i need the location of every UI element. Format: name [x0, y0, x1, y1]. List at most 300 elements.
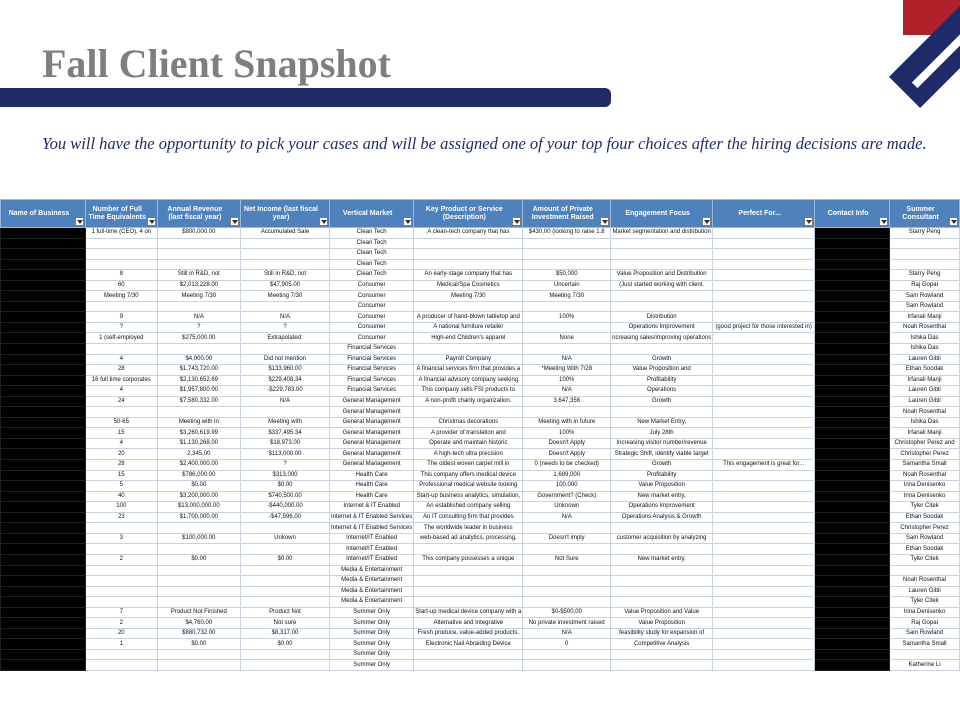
cell-investment[interactable]: Meeting with in future [523, 417, 611, 428]
cell-investment[interactable]: Uncertain [523, 280, 611, 291]
cell-focus[interactable]: Distribution [611, 312, 713, 323]
cell-investment[interactable]: Not Sure [523, 554, 611, 565]
cell-focus[interactable] [611, 597, 713, 608]
cell-contact[interactable] [815, 491, 890, 502]
cell-consultant[interactable]: Lauren Gibli [890, 396, 960, 407]
cell-net-income[interactable]: -$229,783.00 [241, 386, 330, 397]
cell-perfect-for[interactable] [713, 333, 815, 344]
cell-fte[interactable]: 15 [85, 428, 157, 439]
cell-perfect-for[interactable] [713, 533, 815, 544]
cell-revenue[interactable]: $4,760.00 [157, 618, 240, 629]
cell-perfect-for[interactable] [713, 597, 815, 608]
cell-net-income[interactable] [241, 344, 330, 355]
cell-focus[interactable]: Operations Improvement [611, 502, 713, 513]
cell-product[interactable]: Medical/Spa Cosmetics [414, 280, 523, 291]
header-private-investment[interactable]: Amount of Private Investment Raised [523, 200, 611, 228]
cell-focus[interactable]: Growth [611, 460, 713, 471]
cell-consultant[interactable]: Irfanali Manji [890, 428, 960, 439]
cell-fte[interactable]: 2 [85, 618, 157, 629]
cell-investment[interactable]: No private investment raised [523, 618, 611, 629]
cell-consultant[interactable]: Noah Rosenthal [890, 576, 960, 587]
cell-fte[interactable] [85, 660, 157, 671]
cell-perfect-for[interactable] [713, 649, 815, 660]
header-net-income[interactable]: Net Income (last fiscal year) [241, 200, 330, 228]
cell-revenue[interactable] [157, 259, 240, 270]
cell-revenue[interactable]: $4,000.00 [157, 354, 240, 365]
cell-revenue[interactable]: $800,000.00 [157, 228, 240, 239]
cell-investment[interactable]: *Meeting With 7/28 [523, 365, 611, 376]
cell-investment[interactable] [523, 322, 611, 333]
cell-revenue[interactable]: $2,130,652.69 [157, 375, 240, 386]
cell-revenue[interactable] [157, 597, 240, 608]
cell-perfect-for[interactable] [713, 523, 815, 534]
cell-name[interactable] [1, 417, 86, 428]
cell-product[interactable]: An IT consulting firm that provides [414, 512, 523, 523]
cell-vertical[interactable]: Summer Only [330, 628, 414, 639]
cell-focus[interactable] [611, 649, 713, 660]
cell-name[interactable] [1, 565, 86, 576]
cell-product[interactable]: A non-profit charity organization. [414, 396, 523, 407]
cell-product[interactable]: A national furniture retailer [414, 322, 523, 333]
cell-vertical[interactable]: Internet & IT Enabled [330, 502, 414, 513]
cell-perfect-for[interactable] [713, 375, 815, 386]
cell-focus[interactable]: New market entry, [611, 554, 713, 565]
cell-focus[interactable] [611, 301, 713, 312]
cell-contact[interactable] [815, 417, 890, 428]
cell-vertical[interactable]: Summer Only [330, 649, 414, 660]
cell-fte[interactable] [85, 576, 157, 587]
cell-perfect-for[interactable] [713, 512, 815, 523]
cell-net-income[interactable]: N/A [241, 396, 330, 407]
cell-focus[interactable]: (Just started working with client. [611, 280, 713, 291]
header-contact-info[interactable]: Contact Info [815, 200, 890, 228]
cell-vertical[interactable]: Financial Services [330, 344, 414, 355]
cell-contact[interactable] [815, 270, 890, 281]
cell-focus[interactable]: Value Proposition and Value [611, 607, 713, 618]
cell-perfect-for[interactable] [713, 417, 815, 428]
cell-revenue[interactable]: Product Not Finished [157, 607, 240, 618]
cell-net-income[interactable]: ? [241, 322, 330, 333]
cell-revenue[interactable] [157, 523, 240, 534]
cell-vertical[interactable]: General Management [330, 417, 414, 428]
cell-product[interactable]: A high-tech ultra precision [414, 449, 523, 460]
cell-consultant[interactable]: Christopher Perez and [890, 438, 960, 449]
cell-contact[interactable] [815, 375, 890, 386]
cell-investment[interactable]: Doesn't imply [523, 533, 611, 544]
cell-fte[interactable]: 7 [85, 607, 157, 618]
cell-fte[interactable] [85, 259, 157, 270]
cell-fte[interactable]: 16 full time corporates [85, 375, 157, 386]
cell-perfect-for[interactable]: (good project for those interested in) [713, 322, 815, 333]
cell-perfect-for[interactable] [713, 280, 815, 291]
cell-revenue[interactable]: Meeting with in [157, 417, 240, 428]
cell-consultant[interactable]: Ethan Soodak [890, 512, 960, 523]
cell-consultant[interactable]: Raj Gopal [890, 618, 960, 629]
cell-perfect-for[interactable] [713, 396, 815, 407]
cell-name[interactable] [1, 312, 86, 323]
cell-net-income[interactable]: Meeting 7/30 [241, 291, 330, 302]
cell-product[interactable]: Fresh produce, value-added products, [414, 628, 523, 639]
cell-net-income[interactable]: -$47,596.00 [241, 512, 330, 523]
cell-revenue[interactable]: N/A [157, 312, 240, 323]
cell-fte[interactable] [85, 523, 157, 534]
cell-name[interactable] [1, 639, 86, 650]
cell-revenue[interactable] [157, 649, 240, 660]
cell-consultant[interactable]: Ethan Soodak [890, 365, 960, 376]
cell-revenue[interactable]: $275,000.00 [157, 333, 240, 344]
cell-fte[interactable]: 50-65 [85, 417, 157, 428]
cell-product[interactable]: This company sells FSI products to [414, 386, 523, 397]
cell-focus[interactable] [611, 544, 713, 555]
cell-name[interactable] [1, 554, 86, 565]
cell-revenue[interactable]: $2,013,228.00 [157, 280, 240, 291]
cell-investment[interactable] [523, 238, 611, 249]
cell-investment[interactable]: N/A [523, 354, 611, 365]
cell-revenue[interactable]: Meeting 7/30 [157, 291, 240, 302]
cell-focus[interactable] [611, 586, 713, 597]
cell-revenue[interactable] [157, 249, 240, 260]
header-vertical-market[interactable]: Vertical Market [330, 200, 414, 228]
cell-revenue[interactable] [157, 660, 240, 671]
cell-consultant[interactable]: Samantha Small [890, 460, 960, 471]
cell-net-income[interactable]: $740,500.00 [241, 491, 330, 502]
cell-product[interactable]: Start-up business analytics, simulation, [414, 491, 523, 502]
cell-investment[interactable] [523, 649, 611, 660]
cell-consultant[interactable]: Ishika Das [890, 333, 960, 344]
cell-product[interactable]: web-based ad analytics, processing, [414, 533, 523, 544]
cell-net-income[interactable] [241, 249, 330, 260]
cell-net-income[interactable]: $133,960.00 [241, 365, 330, 376]
cell-fte[interactable]: 5 [85, 481, 157, 492]
header-annual-revenue[interactable]: Annual Revenue (last fiscal year) [157, 200, 240, 228]
cell-focus[interactable] [611, 565, 713, 576]
cell-focus[interactable] [611, 291, 713, 302]
cell-vertical[interactable]: Consumer [330, 301, 414, 312]
cell-perfect-for[interactable] [713, 607, 815, 618]
cell-perfect-for[interactable] [713, 449, 815, 460]
cell-consultant[interactable]: Noah Rosenthal [890, 322, 960, 333]
cell-product[interactable]: An established company selling [414, 502, 523, 513]
cell-contact[interactable] [815, 618, 890, 629]
cell-vertical[interactable]: Internet/IT Enabled [330, 554, 414, 565]
cell-net-income[interactable]: $0.00 [241, 554, 330, 565]
cell-contact[interactable] [815, 544, 890, 555]
cell-focus[interactable] [611, 344, 713, 355]
cell-perfect-for[interactable] [713, 249, 815, 260]
cell-product[interactable] [414, 660, 523, 671]
cell-fte[interactable]: 3 [85, 533, 157, 544]
cell-revenue[interactable]: $3,200,000.00 [157, 491, 240, 502]
cell-perfect-for[interactable] [713, 386, 815, 397]
cell-investment[interactable]: N/A [523, 512, 611, 523]
cell-vertical[interactable]: Summer Only [330, 607, 414, 618]
cell-consultant[interactable]: Irina Denisenko [890, 491, 960, 502]
cell-name[interactable] [1, 586, 86, 597]
cell-investment[interactable]: N/A [523, 628, 611, 639]
cell-revenue[interactable] [157, 407, 240, 418]
cell-vertical[interactable]: Clean Tech [330, 249, 414, 260]
cell-fte[interactable]: 4 [85, 386, 157, 397]
cell-net-income[interactable] [241, 259, 330, 270]
cell-vertical[interactable]: General Management [330, 428, 414, 439]
cell-name[interactable] [1, 618, 86, 629]
cell-name[interactable] [1, 386, 86, 397]
cell-investment[interactable] [523, 301, 611, 312]
cell-fte[interactable] [85, 565, 157, 576]
cell-product[interactable]: A clean-tech company that has [414, 228, 523, 239]
cell-perfect-for[interactable] [713, 628, 815, 639]
cell-fte[interactable]: 28 [85, 365, 157, 376]
cell-vertical[interactable]: General Management [330, 438, 414, 449]
cell-perfect-for[interactable] [713, 259, 815, 270]
cell-fte[interactable]: 40 [85, 491, 157, 502]
cell-consultant[interactable]: Starry Peng [890, 270, 960, 281]
cell-focus[interactable]: Value Proposition and Distribution [611, 270, 713, 281]
cell-net-income[interactable]: N/A [241, 312, 330, 323]
cell-focus[interactable]: New market entry, [611, 491, 713, 502]
cell-fte[interactable] [85, 344, 157, 355]
cell-investment[interactable]: 100% [523, 375, 611, 386]
cell-product[interactable] [414, 407, 523, 418]
cell-net-income[interactable]: Product Not [241, 607, 330, 618]
cell-vertical[interactable]: Consumer [330, 291, 414, 302]
cell-name[interactable] [1, 249, 86, 260]
cell-net-income[interactable] [241, 586, 330, 597]
cell-product[interactable]: A financial advisory company seeking [414, 375, 523, 386]
cell-perfect-for[interactable] [713, 660, 815, 671]
cell-fte[interactable] [85, 649, 157, 660]
cell-consultant[interactable] [890, 249, 960, 260]
cell-vertical[interactable]: Health Care [330, 470, 414, 481]
cell-focus[interactable]: customer acquisition by analyzing [611, 533, 713, 544]
cell-contact[interactable] [815, 259, 890, 270]
cell-product[interactable] [414, 344, 523, 355]
cell-consultant[interactable]: Samantha Small [890, 639, 960, 650]
cell-product[interactable] [414, 249, 523, 260]
cell-product[interactable]: High-end Children's apparel [414, 333, 523, 344]
cell-consultant[interactable]: Tyler Citek [890, 597, 960, 608]
header-name-of-business[interactable]: Name of Business [1, 200, 86, 228]
cell-fte[interactable]: 20 [85, 628, 157, 639]
cell-net-income[interactable]: -$440,000.00 [241, 502, 330, 513]
cell-vertical[interactable]: Financial Services [330, 354, 414, 365]
cell-focus[interactable]: Operations Analysis & Growth [611, 512, 713, 523]
cell-fte[interactable]: 1 full-time (CEO), 4 on [85, 228, 157, 239]
cell-investment[interactable]: $50,000 [523, 270, 611, 281]
cell-perfect-for[interactable] [713, 365, 815, 376]
cell-focus[interactable]: Growth [611, 396, 713, 407]
cell-fte[interactable]: 100 [85, 502, 157, 513]
cell-fte[interactable] [85, 301, 157, 312]
header-engagement-focus[interactable]: Engagement Focus [611, 200, 713, 228]
cell-investment[interactable]: Government? (Check) [523, 491, 611, 502]
cell-investment[interactable] [523, 597, 611, 608]
cell-fte[interactable] [85, 586, 157, 597]
cell-name[interactable] [1, 322, 86, 333]
cell-contact[interactable] [815, 238, 890, 249]
cell-net-income[interactable] [241, 649, 330, 660]
cell-contact[interactable] [815, 438, 890, 449]
cell-name[interactable] [1, 228, 86, 239]
filter-dropdown-icon[interactable] [879, 217, 888, 226]
cell-investment[interactable]: 100% [523, 312, 611, 323]
cell-vertical[interactable]: Financial Services [330, 365, 414, 376]
cell-contact[interactable] [815, 228, 890, 239]
cell-perfect-for[interactable] [713, 228, 815, 239]
cell-name[interactable] [1, 628, 86, 639]
cell-investment[interactable] [523, 523, 611, 534]
cell-perfect-for[interactable] [713, 344, 815, 355]
cell-name[interactable] [1, 259, 86, 270]
cell-focus[interactable]: Profitability [611, 375, 713, 386]
cell-name[interactable] [1, 407, 86, 418]
cell-contact[interactable] [815, 576, 890, 587]
cell-contact[interactable] [815, 344, 890, 355]
cell-focus[interactable]: Growth [611, 354, 713, 365]
cell-perfect-for[interactable]: This engagement is great for... [713, 460, 815, 471]
cell-vertical[interactable]: Internet/IT Enabled [330, 533, 414, 544]
cell-revenue[interactable]: $0.00 [157, 639, 240, 650]
cell-net-income[interactable]: $47,905.00 [241, 280, 330, 291]
cell-perfect-for[interactable] [713, 639, 815, 650]
cell-product[interactable]: Payroll Company [414, 354, 523, 365]
cell-investment[interactable] [523, 344, 611, 355]
cell-vertical[interactable]: Internet & IT Enabled Services [330, 512, 414, 523]
cell-product[interactable] [414, 301, 523, 312]
filter-dropdown-icon[interactable] [230, 217, 239, 226]
header-perfect-for[interactable]: Perfect For... [713, 200, 815, 228]
cell-vertical[interactable]: Media & Entertainment [330, 565, 414, 576]
cell-name[interactable] [1, 280, 86, 291]
cell-fte[interactable]: Meeting 7/30 [85, 291, 157, 302]
cell-revenue[interactable]: $1,700,000.00 [157, 512, 240, 523]
cell-product[interactable] [414, 576, 523, 587]
cell-product[interactable]: The oldest woven carpet mill in [414, 460, 523, 471]
filter-dropdown-icon[interactable] [512, 217, 521, 226]
cell-consultant[interactable] [890, 259, 960, 270]
cell-consultant[interactable]: Sam Rowland [890, 628, 960, 639]
cell-revenue[interactable] [157, 344, 240, 355]
cell-net-income[interactable] [241, 576, 330, 587]
cell-net-income[interactable] [241, 597, 330, 608]
cell-focus[interactable] [611, 523, 713, 534]
cell-product[interactable]: This company possesses a unique [414, 554, 523, 565]
cell-fte[interactable]: 24 [85, 396, 157, 407]
cell-vertical[interactable]: General Management [330, 449, 414, 460]
cell-perfect-for[interactable] [713, 576, 815, 587]
cell-consultant[interactable]: Irina Denisenko [890, 607, 960, 618]
cell-product[interactable]: The worldwide leader in business [414, 523, 523, 534]
cell-net-income[interactable]: ? [241, 460, 330, 471]
cell-vertical[interactable]: Consumer [330, 312, 414, 323]
cell-contact[interactable] [815, 333, 890, 344]
cell-net-income[interactable] [241, 544, 330, 555]
cell-investment[interactable]: None [523, 333, 611, 344]
filter-dropdown-icon[interactable] [403, 217, 412, 226]
cell-perfect-for[interactable] [713, 491, 815, 502]
cell-focus[interactable] [611, 259, 713, 270]
cell-product[interactable]: This company offers medical device [414, 470, 523, 481]
cell-product[interactable]: Christmas decorations [414, 417, 523, 428]
cell-name[interactable] [1, 354, 86, 365]
cell-net-income[interactable]: Accumulated Sale [241, 228, 330, 239]
cell-name[interactable] [1, 438, 86, 449]
cell-contact[interactable] [815, 386, 890, 397]
cell-perfect-for[interactable] [713, 438, 815, 449]
cell-perfect-for[interactable] [713, 312, 815, 323]
cell-revenue[interactable]: $2,400,000.00 [157, 460, 240, 471]
cell-revenue[interactable] [157, 565, 240, 576]
cell-investment[interactable]: 0 (needs to be checked) [523, 460, 611, 471]
cell-vertical[interactable]: Consumer [330, 333, 414, 344]
cell-focus[interactable] [611, 238, 713, 249]
cell-product[interactable] [414, 565, 523, 576]
cell-investment[interactable]: Doesn't Apply [523, 449, 611, 460]
cell-focus[interactable]: Operations Improvement [611, 322, 713, 333]
cell-consultant[interactable]: Lauren Gibli [890, 586, 960, 597]
cell-revenue[interactable]: $7,580,332.00 [157, 396, 240, 407]
cell-consultant[interactable]: Ishika Das [890, 417, 960, 428]
filter-dropdown-icon[interactable] [702, 217, 711, 226]
cell-focus[interactable]: ncreasing sales/improving operations [611, 333, 713, 344]
cell-investment[interactable] [523, 660, 611, 671]
cell-consultant[interactable]: Ethan Soodak [890, 544, 960, 555]
cell-contact[interactable] [815, 649, 890, 660]
cell-name[interactable] [1, 576, 86, 587]
cell-revenue[interactable]: $786,000.00 [157, 470, 240, 481]
cell-focus[interactable]: Value Proposition [611, 618, 713, 629]
cell-revenue[interactable] [157, 544, 240, 555]
cell-revenue[interactable]: ? [157, 322, 240, 333]
cell-product[interactable] [414, 649, 523, 660]
cell-investment[interactable] [523, 249, 611, 260]
cell-consultant[interactable]: Christopher Perez [890, 449, 960, 460]
cell-name[interactable] [1, 375, 86, 386]
cell-net-income[interactable]: $18,973.00 [241, 438, 330, 449]
cell-contact[interactable] [815, 460, 890, 471]
cell-fte[interactable]: 20 [85, 449, 157, 460]
cell-vertical[interactable]: Clean Tech [330, 270, 414, 281]
cell-investment[interactable]: Unknown [523, 502, 611, 513]
cell-product[interactable]: A producer of hand-blown tabletop and [414, 312, 523, 323]
cell-vertical[interactable]: General Management [330, 460, 414, 471]
cell-revenue[interactable]: 2,345,00 [157, 449, 240, 460]
cell-investment[interactable] [523, 586, 611, 597]
cell-vertical[interactable]: Clean Tech [330, 238, 414, 249]
cell-name[interactable] [1, 470, 86, 481]
cell-revenue[interactable]: $100,000.00 [157, 533, 240, 544]
cell-contact[interactable] [815, 354, 890, 365]
cell-focus[interactable]: Market segmentation and distribution [611, 228, 713, 239]
cell-contact[interactable] [815, 280, 890, 291]
cell-perfect-for[interactable] [713, 554, 815, 565]
cell-consultant[interactable]: Lauren Gibli [890, 354, 960, 365]
cell-contact[interactable] [815, 565, 890, 576]
cell-fte[interactable] [85, 544, 157, 555]
cell-contact[interactable] [815, 322, 890, 333]
cell-name[interactable] [1, 344, 86, 355]
cell-net-income[interactable] [241, 238, 330, 249]
filter-dropdown-icon[interactable] [949, 217, 958, 226]
cell-product[interactable]: Operate and maintain historic [414, 438, 523, 449]
cell-net-income[interactable]: Extrapolated: [241, 333, 330, 344]
cell-consultant[interactable]: Irfanali Manji [890, 312, 960, 323]
cell-investment[interactable]: 3,647,356 [523, 396, 611, 407]
cell-focus[interactable]: Operations [611, 386, 713, 397]
cell-name[interactable] [1, 607, 86, 618]
cell-contact[interactable] [815, 312, 890, 323]
cell-revenue[interactable]: $1,957,800.00 [157, 386, 240, 397]
